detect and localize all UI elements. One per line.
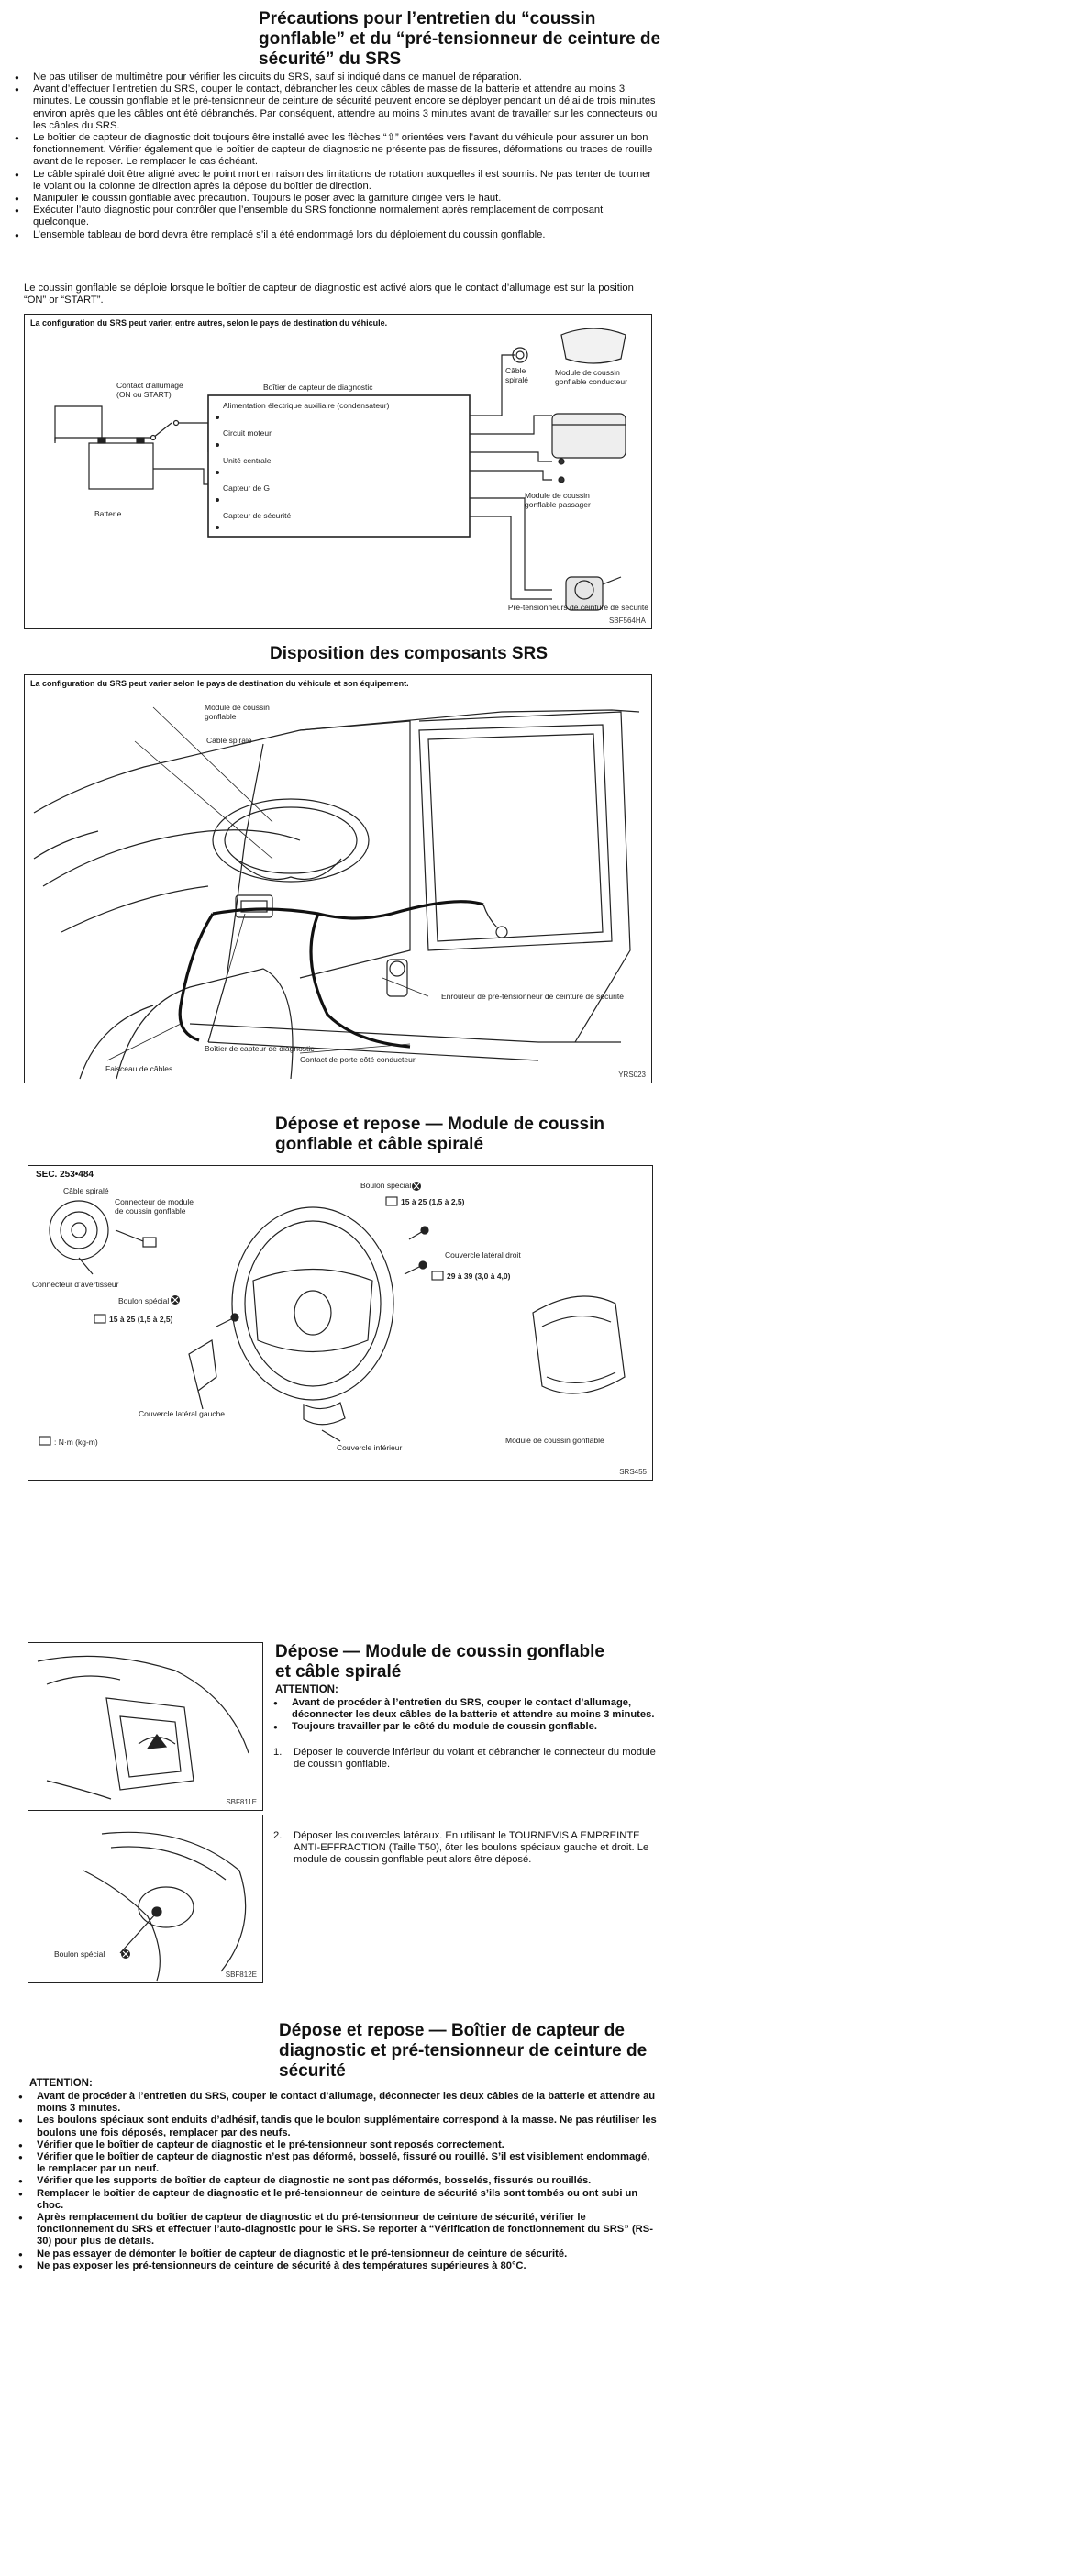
lower-cover-svg bbox=[28, 1643, 262, 1810]
section4-step2 bbox=[273, 1830, 657, 1867]
step-text: Déposer les couvercles latéraux. En utilisant le TOURNEVIS A EMPREINTE ANTI-EFFRACTION (Taille T50), ôter les boulons spéciaux gauche et droit. Le module de coussin gonflable peut alors être déposé. bbox=[294, 1830, 649, 1866]
torque-left-label: 15 à 25 (1,5 à 2,5) bbox=[109, 1315, 173, 1324]
list-item: ● Les boulons spéciaux sont enduits d’adhésif, tandis que le boulon supplémentaire correspond à la masse. Ne pas réutiliser les boulons une fois déposés, remplacer par des neufs. bbox=[11, 2115, 660, 2138]
right-cover-label: Couvercle latéral droit bbox=[445, 1250, 521, 1260]
driver-module-label: Module de coussin gonflable conducteur bbox=[555, 368, 627, 386]
unit-item-2: Circuit moteur bbox=[223, 428, 272, 438]
list-item: ● Vérifier que le boîtier de capteur de diagnostic n’est pas déformé, bosselé, fissuré ou rouillé. S’il est visiblement endommagé, le remplacer par un neuf. bbox=[11, 2151, 660, 2175]
list-item: ● Avant de procéder à l’entretien du SRS, couper le contact d’allumage, déconnecter les deux câbles de la batterie et attendre au moins 3 minutes. bbox=[266, 1697, 656, 1721]
special-bolt-label: Boulon spécial bbox=[54, 1949, 105, 1959]
srs-layout-diagram bbox=[24, 674, 652, 1083]
diagram-header: La configuration du SRS peut varier selon le pays de destination du véhicule et son équipement. bbox=[30, 679, 409, 688]
module-label: Module de coussin gonflable bbox=[205, 703, 270, 721]
unit-item-1: Alimentation électrique auxiliaire (condensateur) bbox=[223, 401, 390, 410]
list-item bbox=[273, 1830, 657, 1867]
section4-attention: ATTENTION: bbox=[275, 1684, 338, 1695]
list-item bbox=[273, 1747, 657, 1771]
list-item: ● Ne pas essayer de démonter le boîtier de capteur de diagnostic et le pré-tensionneur de ceinture de sécurité. bbox=[11, 2248, 660, 2260]
unit-label: Boîtier de capteur de diagnostic bbox=[205, 1044, 315, 1053]
step-number: 2. bbox=[273, 1830, 283, 1841]
harness-label: Faisceau de câbles bbox=[105, 1064, 173, 1073]
list-item: ● Vérifier que les supports de boîtier de capteur de diagnostic ne sont pas déformés, bosselés, fissurés ou rouillés. bbox=[11, 2175, 660, 2187]
figure-code: SRS455 bbox=[619, 1468, 647, 1476]
torque-top-label: 15 à 25 (1,5 à 2,5) bbox=[401, 1197, 465, 1206]
section1-note: Le coussin gonflable se déploie lorsque le boîtier de capteur de diagnostic est activé alors que le contact d’allumage est sur la position “ON” or “START”. bbox=[24, 283, 634, 305]
list-item: ● Vérifier que le boîtier de capteur de diagnostic et le pré-tensionneur sont reposés correctement. bbox=[11, 2139, 660, 2151]
connector-warning-label: Connecteur d’avertisseur bbox=[32, 1280, 119, 1289]
left-cover-label: Couvercle latéral gauche bbox=[139, 1409, 226, 1418]
retractor-label: Enrouleur de pré-tensionneur de ceinture de sécurité bbox=[441, 992, 624, 1001]
list-item: ● Remplacer le boîtier de capteur de diagnostic et le pré-tensionneur de ceinture de sécurité s’ils sont tombés ou ont subi un choc. bbox=[11, 2188, 660, 2212]
vehicle-interior-svg bbox=[25, 675, 651, 1083]
sec-number: SEC. 253•484 bbox=[36, 1170, 94, 1180]
special-bolt-top-label: Boulon spécial bbox=[360, 1181, 412, 1190]
figure-lower-cover bbox=[28, 1642, 263, 1811]
passenger-module-label: Module de coussin gonflable passager bbox=[525, 491, 591, 509]
unit-item-5: Capteur de sécurité bbox=[223, 511, 292, 520]
section4-title: Dépose — Module de coussin gonflable et câble spiralé bbox=[275, 1642, 604, 1682]
battery-label: Batterie bbox=[94, 509, 122, 518]
ignition-label: Contact d’allumage (ON ou START) bbox=[116, 381, 183, 399]
units-label: : N·m (kg-m) bbox=[54, 1438, 98, 1447]
list-item: ● Le câble spiralé doit être aligné avec le point mort en raison des limitations de rotation auxquelles il est soumis. Ne pas tenter de tourner le volant ou la colonne de direction après la dépose du boîtier de direction. bbox=[7, 169, 659, 193]
diagram-header: La configuration du SRS peut varier, entre autres, selon le pays de destination du véhicule. bbox=[30, 318, 388, 328]
spiral-label: Câble spiralé bbox=[63, 1186, 109, 1195]
lower-cover-label: Couvercle inférieur bbox=[337, 1443, 403, 1452]
wiring-diagram-svg bbox=[25, 315, 651, 628]
unit-item-4: Capteur de G bbox=[223, 483, 271, 493]
door-switch-label: Contact de porte côté conducteur bbox=[300, 1055, 416, 1064]
torque-right-label: 29 à 39 (3,0 à 4,0) bbox=[447, 1271, 511, 1281]
unit-title: Boîtier de capteur de diagnostic bbox=[263, 383, 373, 392]
list-item: ● Après remplacement du boîtier de capteur de diagnostic et du pré-tensionneur de ceinture de sécurité, vérifier le fonctionnement du SRS et effectuer l’auto-diagnostic pour le SRS. Se reporter à “Vérification de fonctionnement du SRS” (RS-30) pour plus de détails. bbox=[11, 2212, 660, 2248]
section5-title: Dépose et repose — Boîtier de capteur de diagnostic et pré-tensionneur de ceinture de sécurité bbox=[279, 2021, 648, 2081]
figure-special-bolt bbox=[28, 1815, 263, 1983]
list-item: ● Exécuter l’auto diagnostic pour contrôler que l’ensemble du SRS fonctionne normalement après remplacement de composant quelconque. bbox=[7, 205, 659, 228]
spiral-label: Câble spiralé bbox=[206, 736, 252, 745]
special-bolt-left-label: Boulon spécial bbox=[118, 1296, 170, 1305]
figure-code: YRS023 bbox=[618, 1071, 646, 1079]
srs-configuration-diagram bbox=[24, 314, 652, 629]
section3-title: Dépose et repose — Module de coussin gonflable et câble spiralé bbox=[275, 1115, 604, 1154]
connector-module-label: Connecteur de module de coussin gonflable bbox=[115, 1197, 194, 1216]
step-text: Déposer le couvercle inférieur du volant et débrancher le connecteur du module de coussin gonflable. bbox=[294, 1747, 656, 1771]
list-item: ● Ne pas utiliser de multimètre pour vérifier les circuits du SRS, sauf si indiqué dans ce manuel de réparation. bbox=[7, 72, 659, 83]
pretensioner-label: Pré-tensionneurs de ceinture de sécurité bbox=[507, 603, 648, 612]
section5-attention: ATTENTION: bbox=[29, 2078, 93, 2089]
figure-code: SBF811E bbox=[226, 1798, 257, 1806]
unit-item-3: Unité centrale bbox=[223, 456, 272, 465]
list-item: ● Le boîtier de capteur de diagnostic doit toujours être installé avec les flèches “⇧” orientées vers l’avant du véhicule pour assurer un bon fonctionnement. Vérifier également que le boîtier de capteur de diagnostic ne présente pas de fissures, déformations ou traces de rouille avant de le reposer. Le remplacer le cas échéant. bbox=[7, 132, 659, 169]
list-item: ● Avant de procéder à l’entretien du SRS, couper le contact d’allumage, déconnecter les deux câbles de la batterie et attendre au moins 3 minutes. bbox=[11, 2091, 660, 2115]
list-item: ● Manipuler le coussin gonflable avec précaution. Toujours le poser avec la garniture dirigée vers le haut. bbox=[7, 193, 659, 205]
figure-code: SBF812E bbox=[225, 1971, 257, 1979]
spiral-label: Câble spiralé bbox=[505, 366, 529, 384]
list-item: ● Ne pas exposer les pré-tensionneurs de ceinture de sécurité à des températures supérieures à 80°C. bbox=[11, 2260, 660, 2272]
list-item: ● Toujours travailler par le côté du module de coussin gonflable. bbox=[266, 1721, 656, 1733]
section5-bullets bbox=[11, 2091, 660, 2272]
section1-title: Précautions pour l’entretien du “coussin gonflable” et du “pré-tensionneur de ceinture de sécurité” du SRS bbox=[259, 9, 661, 69]
section4-step1 bbox=[273, 1747, 657, 1771]
section2-title: Disposition des composants SRS bbox=[270, 644, 548, 663]
list-item: ● Avant d’effectuer l’entretien du SRS, couper le contact, débrancher les deux câbles de masse de la batterie et attendre au moins 3 minutes. Le coussin gonflable et le pré-tensionneur de ceinture de sécurité peuvent encore se déployer pendant un délai de trois minutes environ après que les câbles ont été débranchés. Par conséquent, attendre au moins 3 minutes avant de travailler sur les connecteurs ou les câbles du SRS. bbox=[7, 83, 659, 132]
module-label: Module de coussin gonflable bbox=[505, 1436, 604, 1445]
section4-warnings bbox=[266, 1697, 656, 1734]
list-item: ● L’ensemble tableau de bord devra être remplacé s’il a été endommagé lors du déploiement du coussin gonflable. bbox=[7, 229, 659, 241]
figure-code: SBF564HA bbox=[608, 616, 646, 625]
airbag-exploded-diagram bbox=[28, 1165, 653, 1481]
section1-bullets bbox=[7, 72, 659, 241]
step-number: 1. bbox=[273, 1747, 283, 1758]
